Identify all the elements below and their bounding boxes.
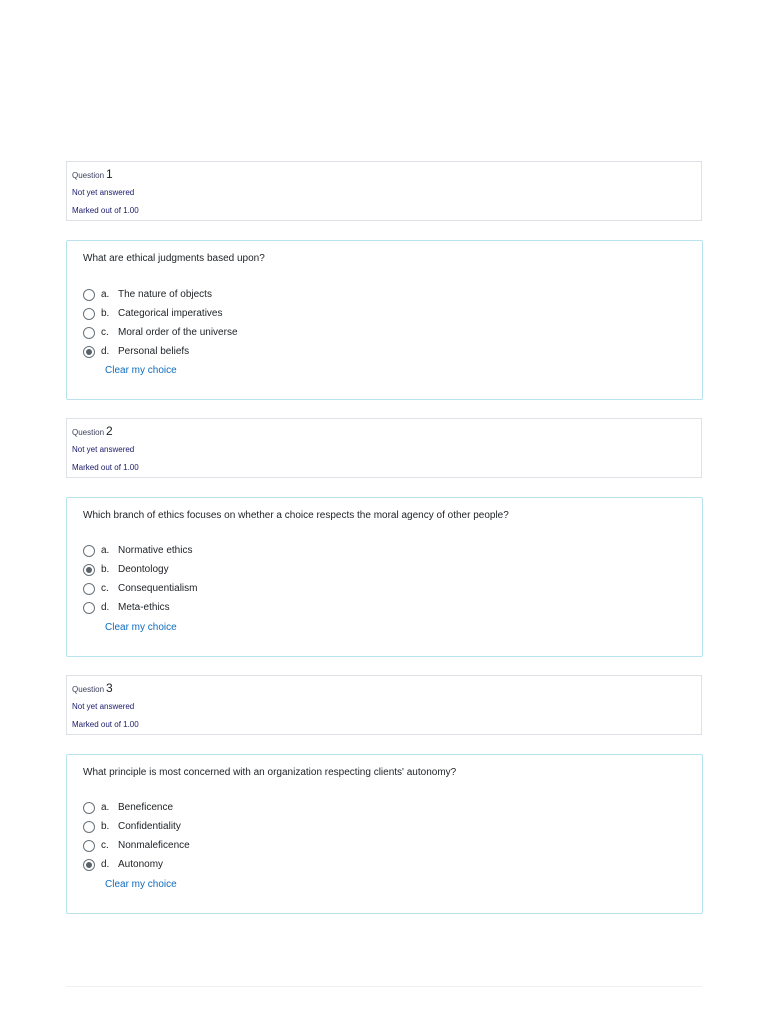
radio-button[interactable] — [83, 327, 95, 339]
radio-button[interactable] — [83, 289, 95, 301]
question-formulation-3 — [66, 754, 703, 914]
answer-options — [83, 541, 198, 617]
question-grade: Marked out of 1.00 — [72, 720, 139, 729]
radio-button[interactable] — [83, 545, 95, 557]
answer-option-c[interactable]: c. Moral order of the universe — [83, 323, 238, 342]
radio-button[interactable] — [83, 821, 95, 833]
question-state: Not yet answered — [72, 188, 135, 197]
answer-option-c[interactable]: c. Nonmaleficence — [83, 836, 190, 855]
question-grade: Marked out of 1.00 — [72, 463, 139, 472]
answer-options — [83, 798, 190, 874]
radio-button-selected[interactable] — [83, 564, 95, 576]
answer-option-a[interactable]: a. Beneficence — [83, 798, 190, 817]
radio-button[interactable] — [83, 602, 95, 614]
question-formulation-1 — [66, 240, 703, 400]
question-formulation-2 — [66, 497, 703, 657]
radio-button[interactable] — [83, 802, 95, 814]
radio-button[interactable] — [83, 308, 95, 320]
answer-option-c[interactable]: c. Consequentialism — [83, 579, 198, 598]
question-text: Which branch of ethics focuses on whether a choice respects the moral agency of other people? — [83, 510, 509, 521]
answer-options — [83, 285, 238, 361]
answer-option-a[interactable]: a. The nature of objects — [83, 285, 238, 304]
footer-divider — [66, 986, 702, 987]
question-grade: Marked out of 1.00 — [72, 206, 139, 215]
clear-choice-link[interactable]: Clear my choice — [105, 365, 177, 376]
question-text: What are ethical judgments based upon? — [83, 253, 265, 264]
answer-option-d[interactable]: d. Personal beliefs — [83, 342, 238, 361]
radio-button-selected[interactable] — [83, 346, 95, 358]
question-text: What principle is most concerned with an organization respecting clients' autonomy? — [83, 767, 457, 778]
clear-choice-link[interactable]: Clear my choice — [105, 879, 177, 890]
answer-option-b[interactable]: b. Categorical imperatives — [83, 304, 238, 323]
question-state: Not yet answered — [72, 702, 135, 711]
question-state: Not yet answered — [72, 445, 135, 454]
question-number: Question 1 — [72, 167, 113, 181]
question-number: Question 3 — [72, 681, 113, 695]
question-number: Question 2 — [72, 424, 113, 438]
answer-option-b[interactable]: b. Deontology — [83, 560, 198, 579]
radio-button[interactable] — [83, 840, 95, 852]
answer-option-a[interactable]: a. Normative ethics — [83, 541, 198, 560]
clear-choice-link[interactable]: Clear my choice — [105, 622, 177, 633]
radio-button-selected[interactable] — [83, 859, 95, 871]
question-info-3 — [66, 675, 702, 735]
question-info-1 — [66, 161, 702, 221]
question-info-2 — [66, 418, 702, 478]
radio-button[interactable] — [83, 583, 95, 595]
answer-option-b[interactable]: b. Confidentiality — [83, 817, 190, 836]
answer-option-d[interactable]: d. Meta-ethics — [83, 598, 198, 617]
answer-option-d[interactable]: d. Autonomy — [83, 855, 190, 874]
